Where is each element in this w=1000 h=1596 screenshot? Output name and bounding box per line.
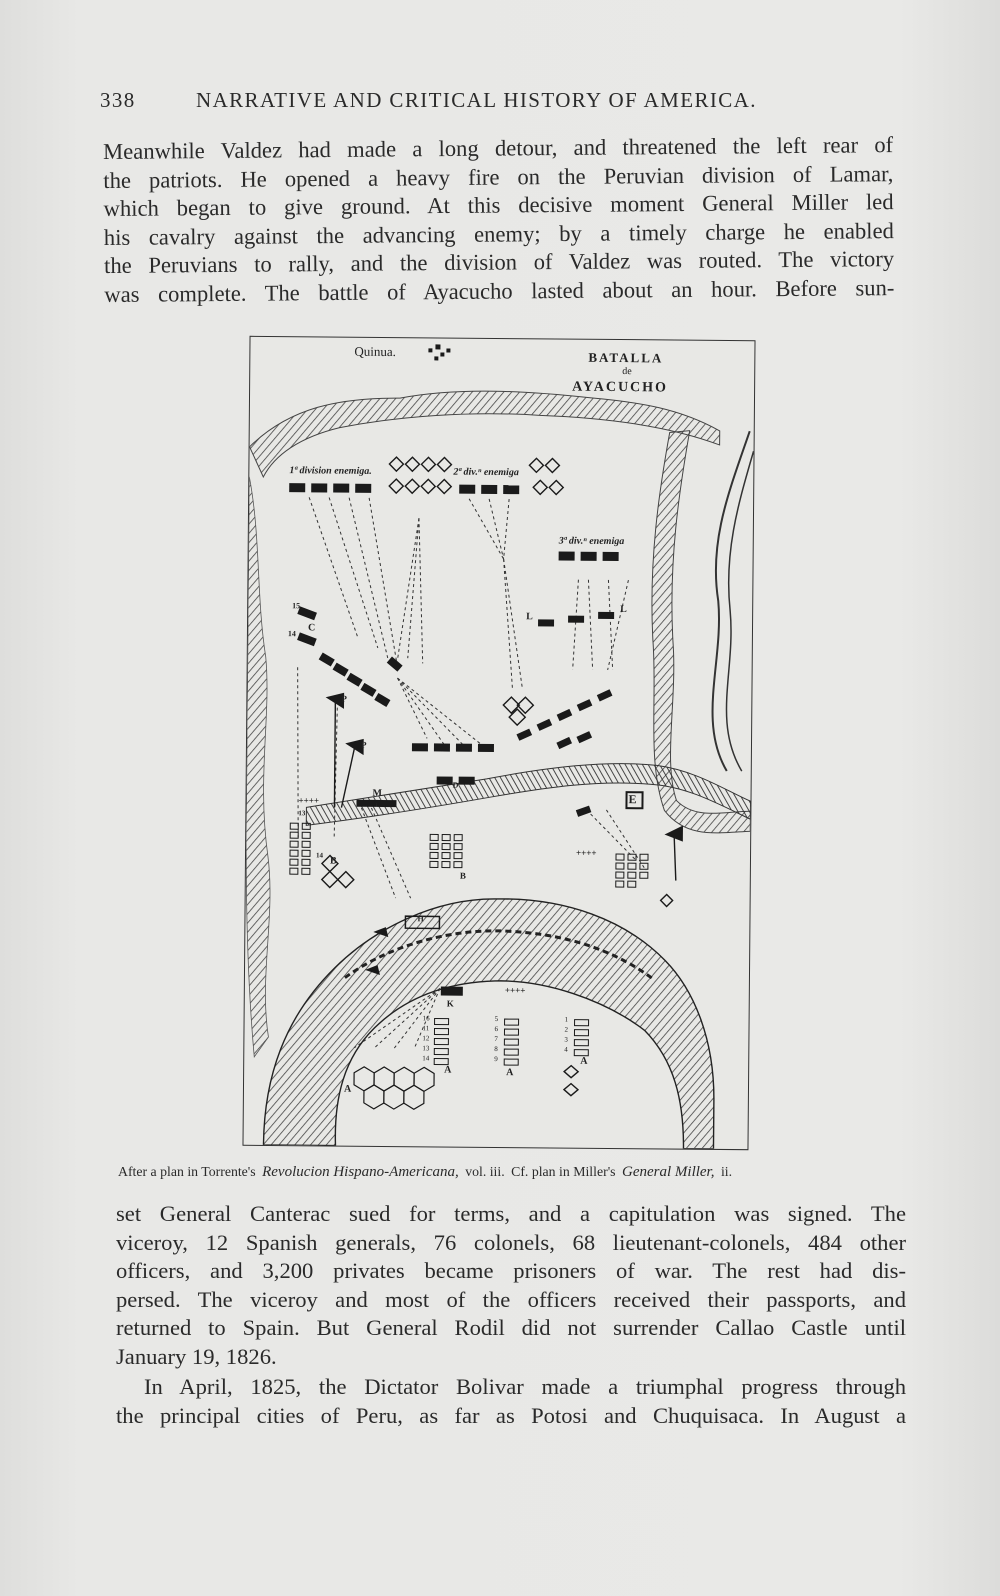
division-2-label: 2ª div.ⁿ enemiga [453, 466, 519, 479]
map-title-line2: de [622, 366, 632, 378]
hexagon-formation [354, 1067, 434, 1110]
unit-letter: B [459, 870, 466, 881]
text-line: officers, and 3,200 privates became prisoners of war. The rest had dis- [116, 1258, 906, 1284]
text-line: the Peruvians to rally, and the division of Valdez was routed. The victory [104, 246, 895, 279]
unit-letter: B [329, 855, 337, 867]
left-ridge [244, 477, 273, 1057]
caption-part: Cf. plan in Miller's [511, 1164, 616, 1179]
running-title: NARRATIVE AND CRITICAL HISTORY OF AMERICA. [196, 88, 757, 112]
unit-letter: A [343, 1083, 352, 1095]
text-line: his cavalry against the advancing enemy; by a timely charge he enabled [103, 217, 894, 250]
unit-letter: L [620, 604, 627, 616]
unit-letter: E [628, 792, 637, 807]
text-line: January 19, 1826. [116, 1343, 277, 1369]
division-3-label: 3ª div.ⁿ enemiga [558, 535, 625, 548]
unit-letter: P [360, 739, 367, 750]
running-head [100, 80, 800, 116]
paragraph-top [103, 131, 894, 309]
bottom-mountain [263, 897, 715, 1149]
village-marker [428, 344, 450, 360]
text-line: persed. The viceroy and most of the officers received their passports, and [116, 1286, 906, 1312]
unit-number: 16 [422, 1014, 430, 1023]
unit-number: 13 [422, 1044, 430, 1053]
unit-letter: A [580, 1055, 588, 1067]
unit-letter: L [526, 611, 533, 623]
unit-number: 8 [494, 1044, 498, 1054]
unit-number: 13 [298, 809, 306, 818]
text-line: set General Canterac sued for terms, and a capitulation was signed. The [116, 1201, 906, 1226]
unit-number: 1 [564, 1015, 569, 1024]
map-title-line1: BATALLA [588, 349, 664, 366]
unit-number: 15 [292, 601, 301, 611]
unit-number: 14 [287, 629, 296, 639]
page-number: 338 [100, 88, 136, 112]
artillery-crosses: ++++ [298, 795, 320, 806]
unit-number: 3 [564, 1035, 568, 1044]
text-line: viceroy, 12 Spanish generals, 76 colonels, 68 lieutenant-colonels, 484 other [116, 1229, 906, 1255]
unit-number: 7 [494, 1034, 498, 1044]
unit-number: 14 [315, 851, 324, 860]
unit-number: 14 [422, 1054, 430, 1063]
caption-part: vol. iii. [465, 1164, 505, 1179]
text-line: returned to Spain. But General Rodil did not surrender Callao Castle until [116, 1315, 906, 1341]
artillery-crosses: ++++ [576, 847, 597, 858]
unit-number: 12 [422, 1034, 430, 1043]
caption-book-title: General Miller, [622, 1164, 715, 1180]
unit-letter: A [506, 1067, 514, 1079]
figure-caption [118, 1164, 908, 1181]
text-line: In April, 1825, the Dictator Bolivar made a triumphal progress through [144, 1374, 906, 1399]
village-label: Quinua. [354, 343, 397, 360]
text-line: Meanwhile Valdez had made a long detour, and threatened the left rear of [103, 132, 894, 164]
caption-part: After a plan in Torrente's [118, 1164, 256, 1179]
text-line: the principal cities of Peru, as far as Potosi and Chuquisaca. In August a [116, 1402, 906, 1428]
unit-number: 2 [564, 1025, 569, 1034]
unit-number: 11 [422, 1024, 430, 1033]
division-1-label: 1ª division enemiga. [289, 465, 372, 477]
unit-letter: A [444, 1064, 452, 1076]
unit-letter: D [452, 780, 459, 790]
battle-map-drawing [243, 337, 754, 1149]
map-title-line3: AYACUCHO [572, 379, 669, 396]
unit-letter: M [372, 787, 383, 799]
paragraph-bottom-2 [116, 1373, 906, 1430]
unit-letter: K [446, 998, 454, 1009]
unit-letter: H [417, 914, 424, 924]
unit-number: 4 [564, 1045, 568, 1054]
caption-part: ii. [720, 1164, 733, 1179]
text-line: was complete. The battle of Ayacucho lasted about an hour. Before sun- [104, 275, 895, 307]
text-line: the patriots. He opened a heavy fire on the Peruvian division of Lamar, [103, 160, 894, 193]
unit-letter: P [341, 693, 347, 704]
unit-number: 5 [494, 1014, 499, 1024]
unit-number: 6 [494, 1024, 499, 1034]
battle-map [242, 336, 755, 1150]
text-line: which began to give ground. At this decisive moment General Miller led [103, 189, 894, 222]
paragraph-bottom [116, 1200, 906, 1372]
caption-book-title: Revolucion Hispano-Americana, [262, 1164, 459, 1180]
unit-letter: C [307, 622, 316, 634]
river [712, 431, 750, 771]
artillery-crosses: ++++ [504, 985, 526, 996]
unit-number: 9 [494, 1054, 498, 1064]
